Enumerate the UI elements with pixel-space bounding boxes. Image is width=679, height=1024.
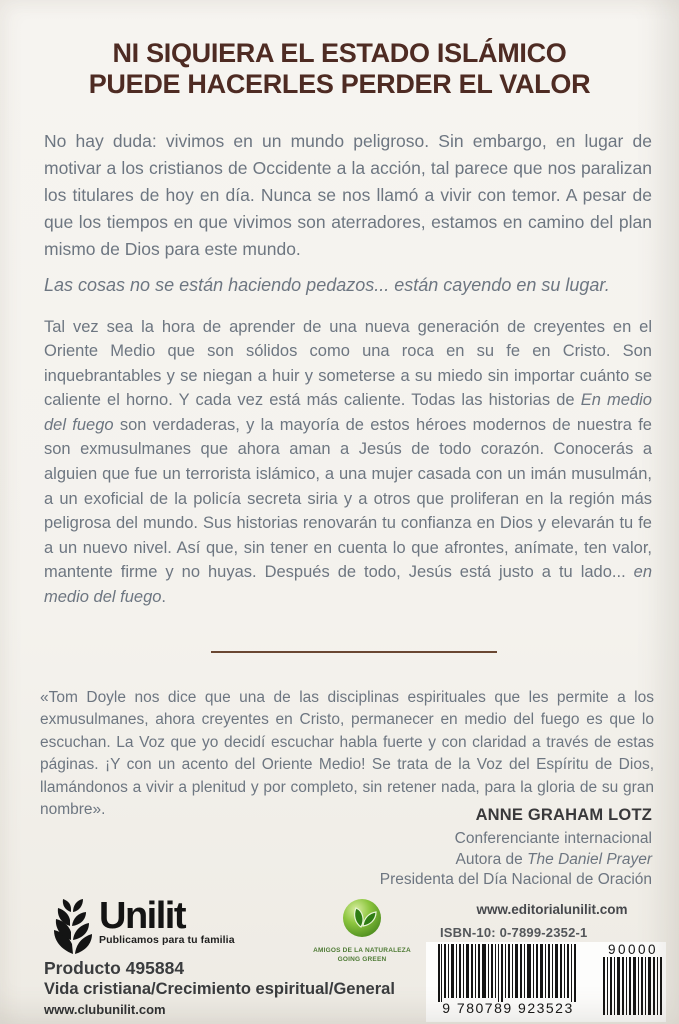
- main-paragraph-part2: son verdaderas, y la mayoría de estos héroes modernos de nuestra fe son exmusulmanes que ahora aman a Jesús de todo corazón. Conocerás a alguien que fue un terrorista islámico, a una mujer casada con un imán musulmán, a un exoficial de la policía secreta siria y a otros que proliferan en la región más peligrosa del mundo. Sus historias renovarán tu confianza en Dios y elevarán tu fe a un nuevo nivel. Así que, sin tener en cuenta lo que afrontes, anímate, ten valor, mantente firme y no huyas. Después de todo, Jesús está justo a tu lado...: [44, 415, 652, 582]
- publisher-name: Unilit: [99, 895, 185, 937]
- eco-badge: [292, 898, 432, 964]
- wheat-icon: [52, 896, 96, 959]
- main-paragraph-part3: .: [161, 588, 167, 607]
- book-title-inline-1: En medio del fuego: [44, 391, 652, 434]
- barcode-panel: [426, 942, 666, 1022]
- ean-digits: 9 780789 923523: [442, 1000, 574, 1016]
- club-website: www.clubunilit.com: [44, 1002, 166, 1017]
- endorser-role-3: Presidenta del Día Nacional de Oración: [379, 871, 652, 888]
- footer: [0, 890, 679, 1024]
- supplement-barcode: [603, 1002, 663, 1019]
- eco-badge-line-1: AMIGOS DE LA NATURALEZA: [313, 947, 411, 954]
- ean-barcode: [438, 944, 578, 1007]
- intro-paragraph: No hay duda: vivimos en un mundo peligroso. Sin embargo, en lugar de motivar a los cristianos de Occidente a la acción, tal parece que nos paralizan los titulares de hoy en día. Nunca se nos llamó a vivir con temor. A pesar de que los tiempos en que vivimos son aterradores, estamos en camino del plan mismo de Dios para este mundo.: [44, 130, 652, 259]
- endorsement-attribution: [222, 806, 652, 891]
- editorial-website: www.editorialunilit.com: [476, 902, 628, 917]
- isbn-text: ISBN-10: 0-7899-2352-1: [440, 925, 588, 940]
- endorsement-quote: «Tom Doyle nos dice que una de las disciplinas espirituales que les permite a los exmusulmanes, ahora creyentes en Cristo, permanecer en medio del fuego es que lo escuchan. La Voz que yo decidí escuchar habla fuerte y con claridad a través de estas páginas. ¡Y con un acento del Oriente Medio! Se trata de la Voz del Espíritu de Dios, llamándonos a vivir a plenitud y por completo, sin retener nada, para la gloria de su gran nombre».: [40, 688, 654, 819]
- eco-badge-line-2: GOING GREEN: [337, 955, 387, 963]
- eco-badge-text: [292, 947, 432, 964]
- book-title-inline-2: en medio del fuego: [44, 563, 652, 607]
- publisher-logo-text-block: [99, 896, 235, 946]
- page-title: [0, 38, 679, 100]
- product-number: Producto 495884: [44, 958, 185, 978]
- supplement-digits: 90000: [607, 942, 659, 957]
- publisher-tagline: Publicamos para tu familia: [99, 934, 235, 946]
- endorser-role-2-prefix: Autora de: [455, 850, 528, 868]
- title-line-2: PUEDE HACERLES PERDER EL VALOR: [88, 69, 591, 100]
- main-paragraph: [44, 315, 652, 610]
- tagline-line: Las cosas no se están haciendo pedazos... están cayendo en su lugar.: [44, 275, 610, 295]
- section-divider: [211, 651, 497, 653]
- endorser-role-1: Conferenciante internacional: [454, 830, 652, 847]
- barcode-supplement: [602, 942, 664, 1020]
- book-category: Vida cristiana/Crecimiento espiritual/General: [44, 980, 395, 998]
- endorser-book-title: The Daniel Prayer: [527, 850, 652, 868]
- publisher-logo: [52, 896, 235, 959]
- endorser-role-2: [222, 850, 652, 871]
- endorser-name: ANNE GRAHAM LOTZ: [475, 806, 652, 824]
- title-line-1: NI SIQUIERA EL ESTADO ISLÁMICO: [112, 38, 567, 69]
- main-paragraph-part1: Tal vez sea la hora de aprender de una nueva generación de creyentes en el Oriente Medio que son sólidos como una roca en su fe en Cristo. Son inquebrantables y se niegan a huir y someterse a su miedo sin importar cuánto se caliente el horno. Y cada vez está más caliente. Todas las historias de: [44, 317, 652, 410]
- leaf-icon: [342, 925, 382, 942]
